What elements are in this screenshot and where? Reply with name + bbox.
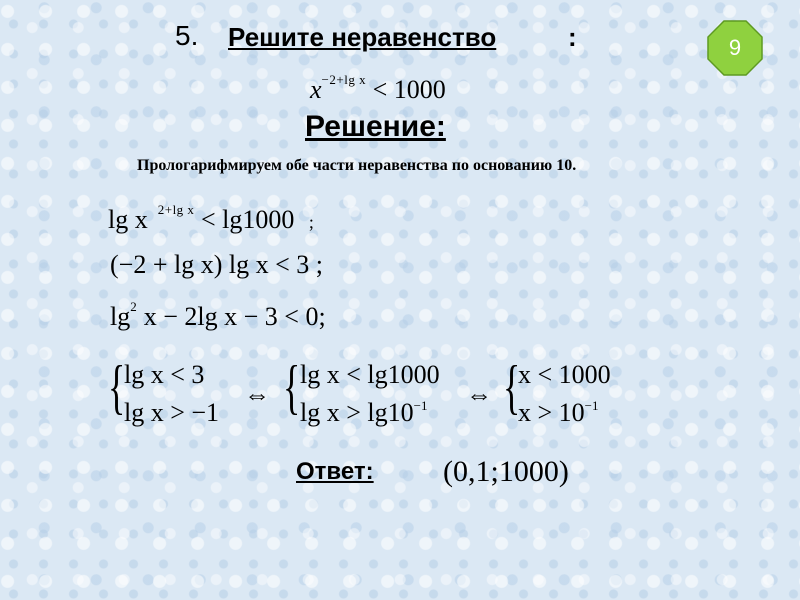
- step-1-end: ;: [308, 212, 314, 232]
- system-c-brace: {: [503, 354, 521, 420]
- slide-number: 9: [728, 35, 742, 60]
- step-1-exponent: 2+lg x: [157, 202, 195, 217]
- step-3-square: 2: [130, 299, 138, 314]
- system-c-line-2-main: x > 10: [518, 398, 585, 427]
- system-a-brace: {: [108, 354, 126, 420]
- equivalence-arrow-1: ⇔: [244, 380, 270, 409]
- step-3-rest: x − 2lg x − 3 < 0;: [137, 302, 326, 331]
- step-3: [110, 299, 326, 332]
- problem-number: 5.: [175, 20, 199, 51]
- answer-label: Ответ:: [296, 458, 374, 485]
- solution-text-body: Прологарифмируем обе части неравенства по основанию 10.: [137, 157, 577, 174]
- system-a-line-1: lg x < 3: [124, 360, 205, 389]
- step-1-rhs: < lg1000: [200, 205, 295, 234]
- inequality-exponent: −2+lg x: [321, 72, 367, 87]
- equivalence-arrow-2: ⇔: [466, 380, 492, 409]
- system-a-line-2: lg x > −1: [124, 398, 220, 427]
- inequality-base: x: [310, 75, 322, 104]
- problem-title: Решите неравенство: [228, 22, 497, 52]
- system-b-line-1: lg x < lg1000: [300, 360, 440, 389]
- problem-title-colon: :: [568, 22, 577, 52]
- step-3-lg: lg: [110, 302, 131, 331]
- step-2: (−2 + lg x) lg x < 3 ;: [110, 250, 323, 279]
- system-c-line-2-exp: −1: [584, 398, 599, 413]
- system-b-line-2-exp: −1: [413, 398, 428, 413]
- system-c-line-1: x < 1000: [518, 360, 611, 389]
- inequality-rhs: < 1000: [372, 75, 446, 104]
- system-b-line-2: [300, 398, 427, 428]
- solution-text: [97, 155, 702, 177]
- step-1: [108, 202, 314, 235]
- system-c-line-2: [518, 398, 599, 428]
- solution-title: Решение:: [305, 110, 446, 143]
- step-1-lhs: lg x: [108, 205, 148, 234]
- inequality: [310, 72, 446, 105]
- answer-value: (0,1;1000): [443, 455, 569, 488]
- system-b-line-2-main: lg x > lg10: [300, 398, 414, 427]
- system-b-brace: {: [283, 354, 301, 420]
